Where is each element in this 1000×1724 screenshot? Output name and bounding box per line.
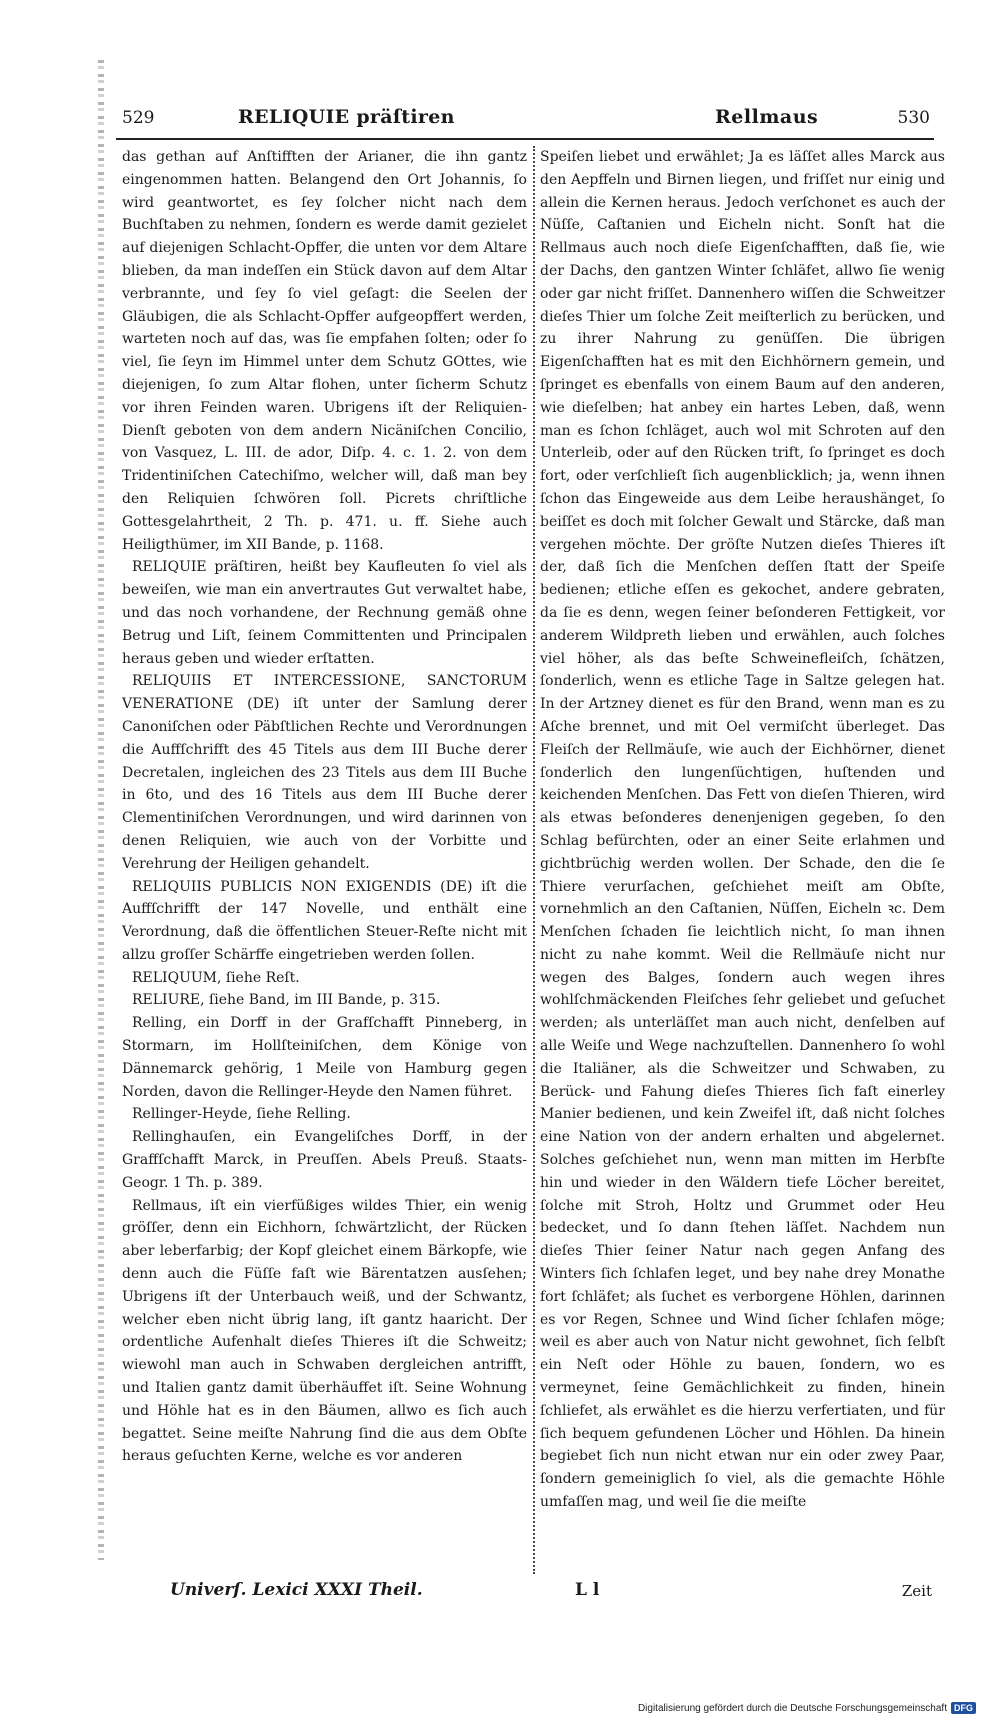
signature-mark: L l — [575, 1580, 600, 1600]
left-column — [122, 146, 527, 1574]
entry-rellmaus: Rellmaus, iſt ein vierfüßiges wildes Thier, ein wenig gröſſer, denn ein Eichhorn, ſchwärtzlicht, der Rücken aber leberfarbig; der Kopf gleichet einem Bärkopfe, wie denn auch die Füſſe faſt wie Bärentatzen ausſehen; Ubrigens iſt der Unterbauch weiß, und der Schwantz, welcher eben nicht übrig lang, iſt gantz haaricht. Der ordentliche Aufenhalt dieſes Thieres iſt die Schweitz; wiewohl man auch in Schwaben dergleichen antrifft, und Italien gantz damit überhäuffet iſt. Seine Wohnung und Höhle hat es in den Bäumen, allwo es ſich auch begattet. Seine meiſte Nahrung ſind die aus dem Obſte heraus geſuchten Kerne, welche es vor anderen — [122, 1197, 527, 1465]
page-footer — [120, 1578, 940, 1608]
signature-line: Univerſ. Lexici XXXI Theil. — [170, 1580, 423, 1600]
entry-reliure: RELIURE, ſiehe Band, im III Bande, p. 315. — [132, 992, 441, 1009]
entry-reliquiis-et-intercessione: RELIQUIIS ET INTERCESSIONE, SANCTORUM VENERATIONE (DE) iſt unter der Samlung derer Canoniſchen oder Päbſtlichen Rechte und Verordnungen die Auffſchrifft des 45 Titels aus dem III Buche derer Decretalen, ingleichen des 23 Titels aus dem III Buche in 6to, und des 16 Titels aus dem III Buche derer Clementiniſchen Verordnungen, und wird darinnen von denen Reliquien, wie auch von der Vorbitte und Verehrung der Heiligen gehandelt. — [122, 673, 527, 872]
left-paragraph: das gethan auf Anſtifften der Arianer, die ihn gantz eingenommen hatten. Belangend den Ort Johannis, ſo wird geantwortet, es ſey ſolcher nicht nach dem Buchſtaben zu nehmen, ſondern es werde damit gezielet auf diejenigen Schlacht-Opffer, die unten vor dem Altare blieben, da man indeſſen ein Stück davon auf dem Altar verbrannte, und ſey ſo viel geſagt: die Seelen der Gläubigen, die als Schlacht-Opffer aufgeopffert werden, warteten noch auf das, was ſie empfahen ſolten; oder ſo viel, ſie ſeyn im Himmel unter dem Schutz GOttes, wie diejenigen, ſo zum Altar flohen, unter ſicherm Schutz vor ihren Feinden waren. Ubrigens iſt der Reliquien-Dienſt geboten von dem andern Nicäniſchen Concilio, von Vasquez, L. III. de ador, Diſp. 4. c. 1. 2. von dem Tridentiniſchen Catechiſmo, welcher will, daß man bey den Reliquien ſchwören ſoll. Picrets chriſtliche Gottesgelahrtheit, 2 Th. p. 471. u. ff. Siehe auch Heiligthümer, im XII Bande, p. 1168. — [122, 149, 527, 553]
credit-text: Digitalisierung gefördert durch die Deutsche Forschungsgemeinschaft — [637, 1702, 947, 1714]
dfg-logo: DFG — [951, 1702, 976, 1714]
entry-relling: Relling, ein Dorff in der Grafſchafft Pinneberg, in Stormarn, im Hollſteiniſchen, dem Könige von Dännemarck gehörig, 1 Meile von Hamburg gegen Norden, davon die Rellinger-Heyde den Namen führet. — [122, 1015, 527, 1100]
page-edge-decoration — [98, 60, 104, 1560]
entry-reliquum: RELIQUUM, ſiehe Reſt. — [132, 969, 300, 986]
header-rule — [116, 138, 934, 140]
catchword: Zeit — [901, 1582, 932, 1600]
entry-reliquiis-publicis: RELIQUIIS PUBLICIS NON EXIGENDIS (DE) iſt die Auffſchrifft der 147 Novelle, und enthält eine Verordnung, daß die öffentlichen Steuer-Reſte nicht mit allzu groſſer Schärffe eingetrieben werden ſollen. — [122, 878, 527, 963]
entry-reliquie-praestiren: RELIQUIE präſtiren, heißt bey Kaufleuten ſo viel als beweiſen, wie man ein anvertrautes Gut verwaltet habe, und das noch vorhandene, der Rechnung gemäß ohne Betrug und Liſt, ſeinem Committenten und Principalen heraus geben und wieder erſtatten. — [122, 559, 527, 667]
column-divider — [533, 146, 535, 1574]
right-column — [540, 146, 945, 1574]
right-paragraph: Speiſen liebet und erwählet; Ja es läſſet alles Marck aus den Aepffeln und Birnen liegen, und friſſet nur einig und allein die Kernen heraus. Jedoch verſchonet es auch der Nüſſe, Caſtanien und Eicheln nicht. Sonſt hat die Rellmaus auch noch dieſe Eigenſchafften, daß ſie, wie der Dachs, den gantzen Winter ſchläfet, allwo ſie wenig oder gar nicht friſſet. Dannenhero wiſſen die Schweitzer dieſes Thier um ſolche Zeit meiſterlich zu berücken, und zu ihrer Nahrung zu genüſſen. Die übrigen Eigenſchafften hat es mit den Eichhörnern gemein, und ſpringet es ebenfalls von einem Baum auf den anderen, wie dieſelben; hat anbey ein hartes Leben, daß, wenn man es ſchon ſchläget, auch wol mit Schroten auf den Unterleib, oder auf den Rücken trift, ſo ſpringet es doch fort, oder verſchlieſt ſich augenblicklich; ja, wenn ihnen ſchon das Eingeweide aus dem Leibe heraushänget, ſo beiſſet es doch mit ſolcher Gewalt und Stärcke, daß man vergehen möchte. Der gröſte Nutzen dieſes Thieres iſt der, daß ſich die Menſchen deſſen ſtatt der Speiſe bedienen; etliche eſſen es gekochet, andere gebraten, da ſie es denn, wegen ſeiner beſonderen Fettigkeit, vor anderem Wildpreth lieben und erwählen, auch ſolches viel höher, als das beſte Schweinefleiſch, ſchätzen, ſonderlich, wenn es etliche Tage in Saltze gelegen hat. In der Artzney dienet es für den Brand, wenn man es zu Aſche brennet, und mit Oel vermiſcht überleget. Das Fleiſch der Rellmäuſe, wie auch der Eichhörner, dienet ſonderlich den lungenſüchtigen, huſtenden und keichenden Menſchen. Das Fett von dieſen Thieren, wird als etwas beſonderes denenjenigen gegeben, ſo den Schlag befürchten, oder an einer Seite erlahmen und gichtbrüchig werden wollen. Der Schade, den die ſe Thiere verurſachen, geſchiehet meiſt am Obſte, vornehmlich an den Caſtanien, Nüſſen, Eicheln ꝛc. Dem Menſchen ſchaden ſie leichtlich nicht, ſo man ihnen nicht zu nahe kommt. Weil die Rellmäuſe nicht nur wegen des Balges, ſondern auch wegen ihres wohlſchmäckenden Fleiſches ſehr geliebet und geſuchet werden; als unterläſſet man auch nicht, denſelben auf alle Weiſe und Wege nachzuſtellen. Dannenhero ſo wohl die Italiäner, als die Schweitzer und Schwaben, zu Berück- und Fahung dieſes Thieres ſich faſt einerley Manier bedienen, und kein Zweifel iſt, daß nicht ſolches eine Nation von der andern erhalten und abgelernet. Solches geſchiehet nun, wenn man mitten im Herbſte hin und wieder in den Wäldern tiefe Löcher bereitet, ſolche mit Stroh, Holtz und Grummet oder Heu bedecket, und ſo dann ſtehen läſſet. Nachdem nun dieſes Thier ſeiner Natur nach gegen Anfang des Winters ſich ſchlafen leget, und bey nahe drey Monathe fort ſchläfet; als ſuchet es verborgene Höhlen, darinnen es vor Regen, Schnee und Wind ſicher ſchlafen möge; weil es aber auch von Natur nicht gewohnet, ſich ſelbſt ein Neſt oder Höhle zu bauen, ſondern, wo es vermeynet, ſeine Gemächlichkeit zu finden, hinein ſchliefet, als erwählet es die hierzu verfertiaten, und für ſich bequem gefundenen Löcher und Höhlen. Da hinein begiebet ſich nun nicht etwan nur ein oder zwey Paar, ſondern gemeiniglich ſo viel, als die gemachte Höhle umfaſſen mag, und weil ſie die meiſte — [540, 149, 945, 1511]
entry-rellinghausen: Rellinghauſen, ein Evangeliſches Dorff, in der Graffſchafft Marck, in Preuſſen. Abels Preuß. Staats-Geogr. 1 Th. p. 389. — [122, 1129, 527, 1191]
entry-rellinger-heyde: Rellinger-Heyde, ſiehe Relling. — [132, 1106, 351, 1123]
running-header — [120, 104, 940, 134]
page-number-left: 529 — [122, 108, 155, 128]
page-number-right: 530 — [897, 108, 930, 128]
header-title-right: Rellmaus — [715, 106, 819, 128]
header-title-left: RELIQUIE präſtiren — [238, 106, 455, 128]
digitization-credit — [638, 1702, 976, 1714]
